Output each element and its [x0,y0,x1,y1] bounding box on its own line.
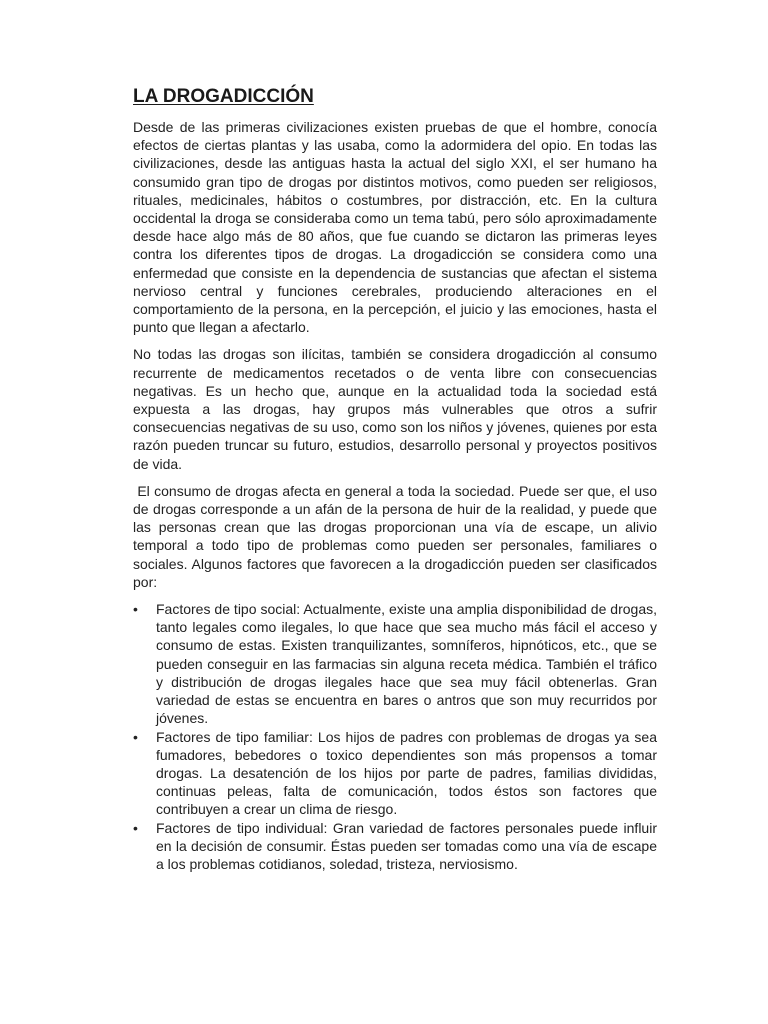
factors-list [133,600,657,873]
bullet-icon: • [133,601,138,618]
list-item-text: Factores de tipo familiar: Los hijos de padres con problemas de drogas ya sea fumadores, bebedores o toxico dependientes son más propensos a tomar drogas. La desatención de los hijos por parte de padres, familias divididas, continuas peleas, falta de comunicación, todos éstos son factores que contribuyen a crear un clima de riesgo. [156,728,657,818]
document-title: LA DROGADICCIÓN [133,86,314,107]
paragraph-2: No todas las drogas son ilícitas, también se considera drogadicción al consumo recurrente de medicamentos recetados o de venta libre con consecuencias negativas. Es un hecho que, aunque en la actualidad toda la sociedad está expuesta a las drogas, hay grupos más vulnerables que otros a sufrir consecuencias negativas de su uso, como son los niños y jóvenes, quienes por esta razón pueden truncar su futuro, estudios, desarrollo personal y proyectos positivos de vida. [133,346,657,472]
paragraph-3: El consumo de drogas afecta en general a toda la sociedad. Puede ser que, el uso de drogas corresponde a un afán de la persona de huir de la realidad, y puede que las personas crean que las drogas proporcionan una vía de escape, un alivio temporal a todo tipo de problemas como pueden ser personales, familiares o sociales. Algunos factores que favorecen a la drogadicción pueden ser clasificados por: [133,482,661,590]
list-item [133,728,657,819]
list-item-text: Factores de tipo social: Actualmente, existe una amplia disponibilidad de drogas, tanto legales como ilegales, lo que hace que sea mucho más fácil el acceso y consumo de estas. Existen tranquilizantes, somníferos, hipnóticos, etc., que se pueden conseguir en las farmacias sin alguna receta médica. También el tráfico y distribución de drogas ilegales hace que sea muy fácil obtenerlas. Gran variedad de estas se encuentra en bares o antros que son muy recurridos por jóvenes. [156,601,657,727]
list-item [133,819,657,874]
document-page [133,84,661,873]
bullet-icon: • [133,819,138,836]
list-item-text: Factores de tipo individual: Gran variedad de factores personales puede influir en la decisión de consumir. Éstas pueden ser tomadas como una vía de escape a los problemas cotidianos, soledad, tristeza, nerviosismo. [156,819,657,872]
paragraph-1: Desde de las primeras civilizaciones existen pruebas de que el hombre, conocía efectos de ciertas plantas y las usaba, como la adormidera del opio. En todas las civilizaciones, desde las antiguas hasta la actual del siglo XXI, el ser humano ha consumido gran tipo de drogas por distintos motivos, como pueden ser religiosos, rituales, medicinales, hábitos o costumbres, por distracción, etc. En la cultura occidental la droga se consideraba como un tema tabú, pero sólo aproximadamente desde hace algo más de 80 años, que fue cuando se dictaron las primeras leyes contra los diferentes tipos de drogas. La drogadicción se considera como una enfermedad que consiste en la dependencia de sustancias que afectan el sistema nervioso central y funciones cerebrales, produciendo alteraciones en el comportamiento de la persona, en la percepción, el juicio y las emociones, hasta el punto que llegan a afectarlo. [133,119,657,336]
bullet-icon: • [133,728,138,745]
list-item [133,600,657,727]
